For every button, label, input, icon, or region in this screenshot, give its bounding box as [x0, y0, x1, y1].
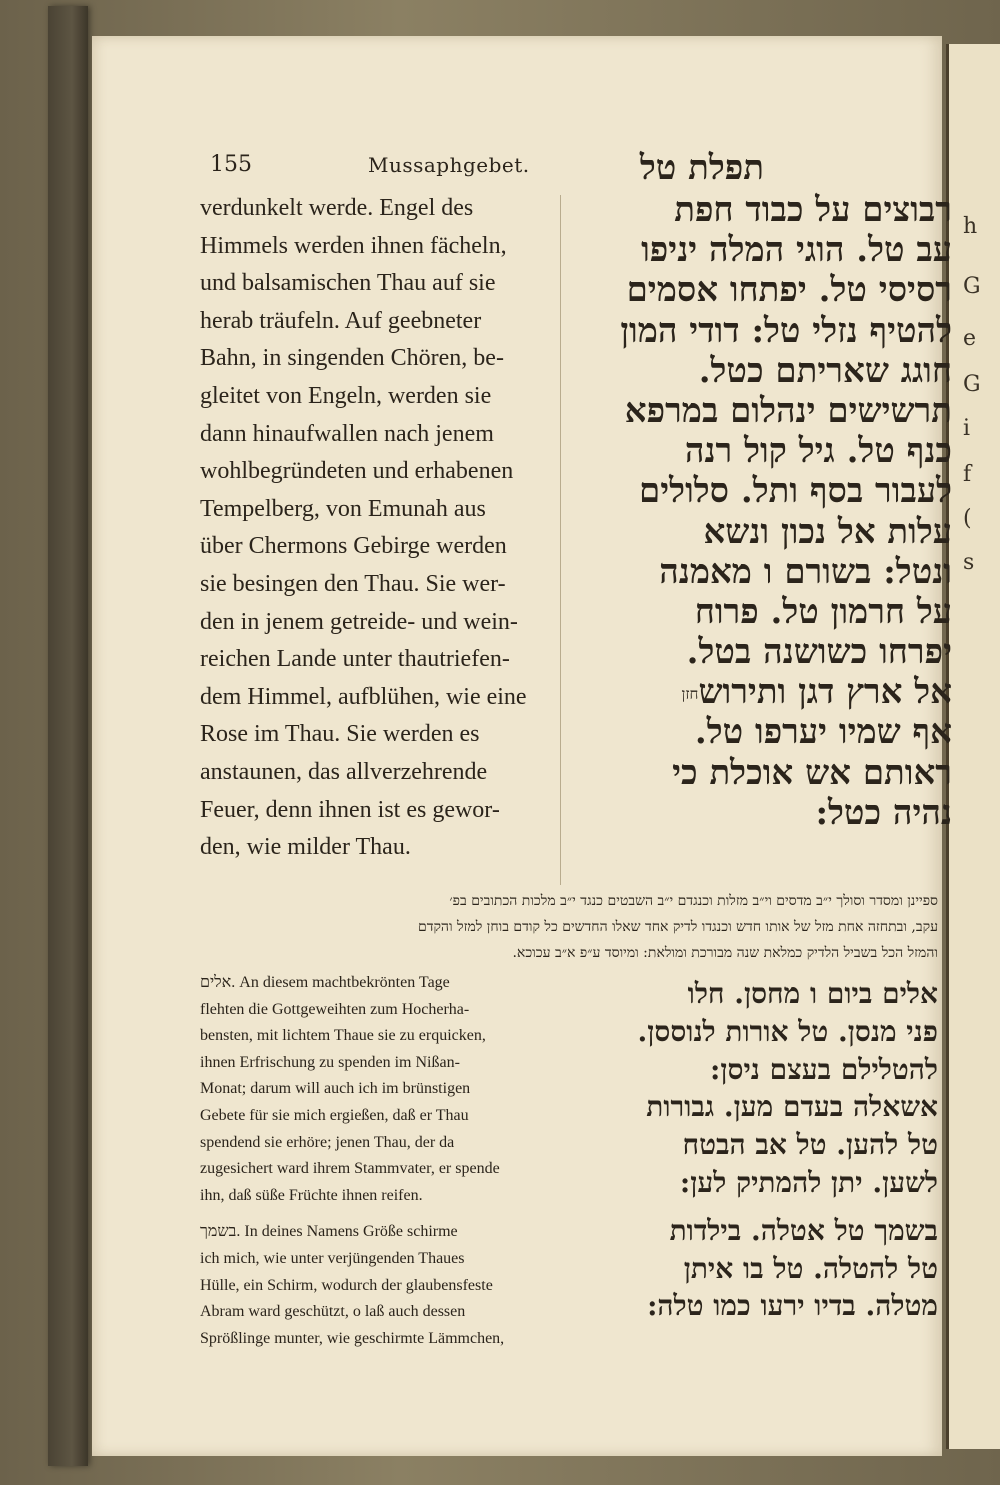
hebrew-line: עלות אל נכון ונשא [703, 511, 952, 552]
next-page-glyph: e [963, 326, 977, 351]
german-line: Himmels werden ihnen fächeln, [200, 232, 507, 259]
german-note-line: zugesichert ward ihrem Stammvater, er spende [200, 1160, 500, 1178]
hebrew-line: נהיה כטל: [815, 792, 952, 833]
german-notes-column [200, 970, 540, 1352]
hebrew-line: ראותם אש אוכלת כי [672, 752, 952, 793]
next-page-glyph: ( [963, 506, 972, 531]
hebrew-line: אל ארץ דגן ותירוש [698, 672, 952, 713]
german-line: wohlbegründeten und erhabenen [200, 458, 514, 485]
german-line: Rose im Thau. Sie werden es [200, 721, 480, 748]
next-page-glyph: i [963, 416, 971, 441]
german-note-line: Sprößlinge munter, wie geschirmte Lämmchen, [200, 1329, 505, 1347]
hebrew-second-prayer-column [566, 975, 938, 1325]
hebrew-small-line: לשען. יתן להמתיק לען: [679, 1165, 938, 1199]
german-line: den in jenem getreide- und wein- [200, 608, 518, 635]
hebrew-small-line: אשאלה בעדם מען. גבורות [646, 1090, 938, 1124]
hebrew-line: חוגג שאריתם כטל. [698, 350, 952, 391]
german-note-line: bensten, mit lichtem Thaue sie zu erquicken, [200, 1027, 486, 1045]
hebrew-line: לעבור בסף ותל. סלולים [639, 471, 952, 512]
german-note-line: Hülle, ein Schirm, wodurch der glaubensfeste [200, 1276, 493, 1294]
german-note-line: flehten die Gottgeweihten zum Hocherha- [200, 1000, 470, 1018]
german-line: reichen Lande unter thautriefen- [200, 646, 510, 673]
commentary-line: עקב, ובתחזה אחת מזל של אותו חדש וכנגדו לדיק אחד שאלו החדשים כל קודם בוחן למזל והקדם [417, 919, 938, 935]
german-line: Tempelberg, von Emunah aus [200, 495, 486, 522]
commentary-line: ספיינן ומסדר וסולך י״ב מדסים וי״ב מזלות וכנגדם י״ב השבטים כנגד י״ב מלכות הכתובים בפ׳ [449, 893, 938, 909]
hebrew-line: יפרחו כשושנה בטל. [686, 632, 952, 673]
german-line: gleitet von Engeln, werden sie [200, 382, 492, 409]
hebrew-small-line: פני מנסן. טל אורות לנוססן. [637, 1014, 938, 1048]
hebrew-line: עב טל. הוגי המלה יניפו [641, 230, 952, 271]
next-page-glyph: f [963, 462, 972, 487]
hebrew-line: ונטל: בשורם ו מאמנה [659, 551, 952, 592]
german-line: den, wie milder Thau. [200, 834, 411, 861]
running-title: Mussaphgebet. [368, 153, 530, 177]
german-line: herab träufeln. Auf geebneter [200, 307, 482, 334]
german-line: dann hinaufwallen nach jenem [200, 420, 494, 447]
german-note-line: Monat; darum will auch ich im brünstigen [200, 1080, 471, 1098]
hebrew-small-line: אלים ביום ו מחסן. חלו [687, 977, 938, 1010]
next-page-glyph: G [963, 372, 981, 397]
cantor-margin-note: חזן [681, 685, 699, 704]
german-note-line: אלים. An diesem machtbekrönten Tage [200, 974, 450, 991]
german-line: und balsamischen Thau auf sie [200, 270, 496, 297]
next-page-glyph: h [963, 214, 978, 239]
hebrew-small-line: טל להטלה. טל בו איתן [683, 1251, 938, 1285]
german-note-line: בשמך. In deines Namens Größe schirme [200, 1223, 458, 1241]
hebrew-small-line: טל להען. טל אב הבטח [682, 1128, 938, 1162]
hebrew-line: תרשישים ינהלום במרפא [624, 390, 952, 431]
hebrew-line: על חרמון טל. פרוח [694, 591, 952, 632]
german-line: sie besingen den Thau. Sie wer- [200, 570, 506, 597]
hebrew-small-line: בשמך טל אטלה. בילדות [669, 1213, 938, 1247]
german-note-line: ihnen Erfrischung zu spenden im Nißan- [200, 1053, 460, 1071]
hebrew-line-with-margin [566, 672, 952, 712]
german-note-line: Gebete für sie mich ergießen, daß er Thau [200, 1106, 469, 1124]
hebrew-small-line: מטלה. בדיו ירעו כמו טלה: [647, 1289, 938, 1323]
german-note-line: Abram ward geschützt, o laß auch dessen [200, 1303, 466, 1321]
german-line: anstaunen, das allverzehrende [200, 758, 488, 785]
rashi-commentary [194, 888, 938, 966]
hebrew-running-title: תפלת טל [639, 148, 764, 188]
next-page-glyph: G [963, 274, 981, 299]
next-page-edge [946, 44, 1000, 1449]
page-number: 155 [210, 152, 252, 177]
german-line: dem Himmel, aufblühen, wie eine [200, 683, 527, 710]
german-line: über Chermons Gebirge werden [200, 533, 507, 560]
german-line: verdunkelt werde. Engel des [200, 195, 474, 221]
german-note-line: ich mich, wie unter verjüngenden Thaues [200, 1249, 465, 1267]
book-spine-edge [48, 6, 88, 1466]
column-divider [560, 195, 561, 885]
next-page-glyph: s [963, 550, 975, 575]
commentary-line: והמזל הכל בשביל הלדיק כמלאת שנה מבורכת ומולאת: ומיוסד ע״פ א״ב עכוכא. [512, 945, 938, 961]
german-translation-column [200, 190, 556, 867]
german-note-line: spendend sie erhöre; jenen Thau, der da [200, 1133, 455, 1151]
hebrew-line: רבוצים על כבוד חפת [674, 190, 952, 230]
hebrew-line: כנף טל. גיל קול רנה [684, 431, 952, 472]
hebrew-small-line: להטלילם בעצם ניסן: [710, 1052, 938, 1086]
german-line: Feuer, denn ihnen ist es gewor- [200, 796, 500, 823]
hebrew-line: אף שמיו יערפו טל. [694, 712, 952, 753]
hebrew-prayer-column [566, 190, 952, 833]
hebrew-line: להטיף נזלי טל: דודי המון [620, 310, 952, 351]
german-note-line: ihn, daß süße Früchte ihnen reifen. [200, 1186, 423, 1204]
hebrew-line: רסיסי טל. יפתחו אסמים [626, 270, 952, 311]
german-line: Bahn, in singenden Chören, be- [200, 345, 504, 372]
